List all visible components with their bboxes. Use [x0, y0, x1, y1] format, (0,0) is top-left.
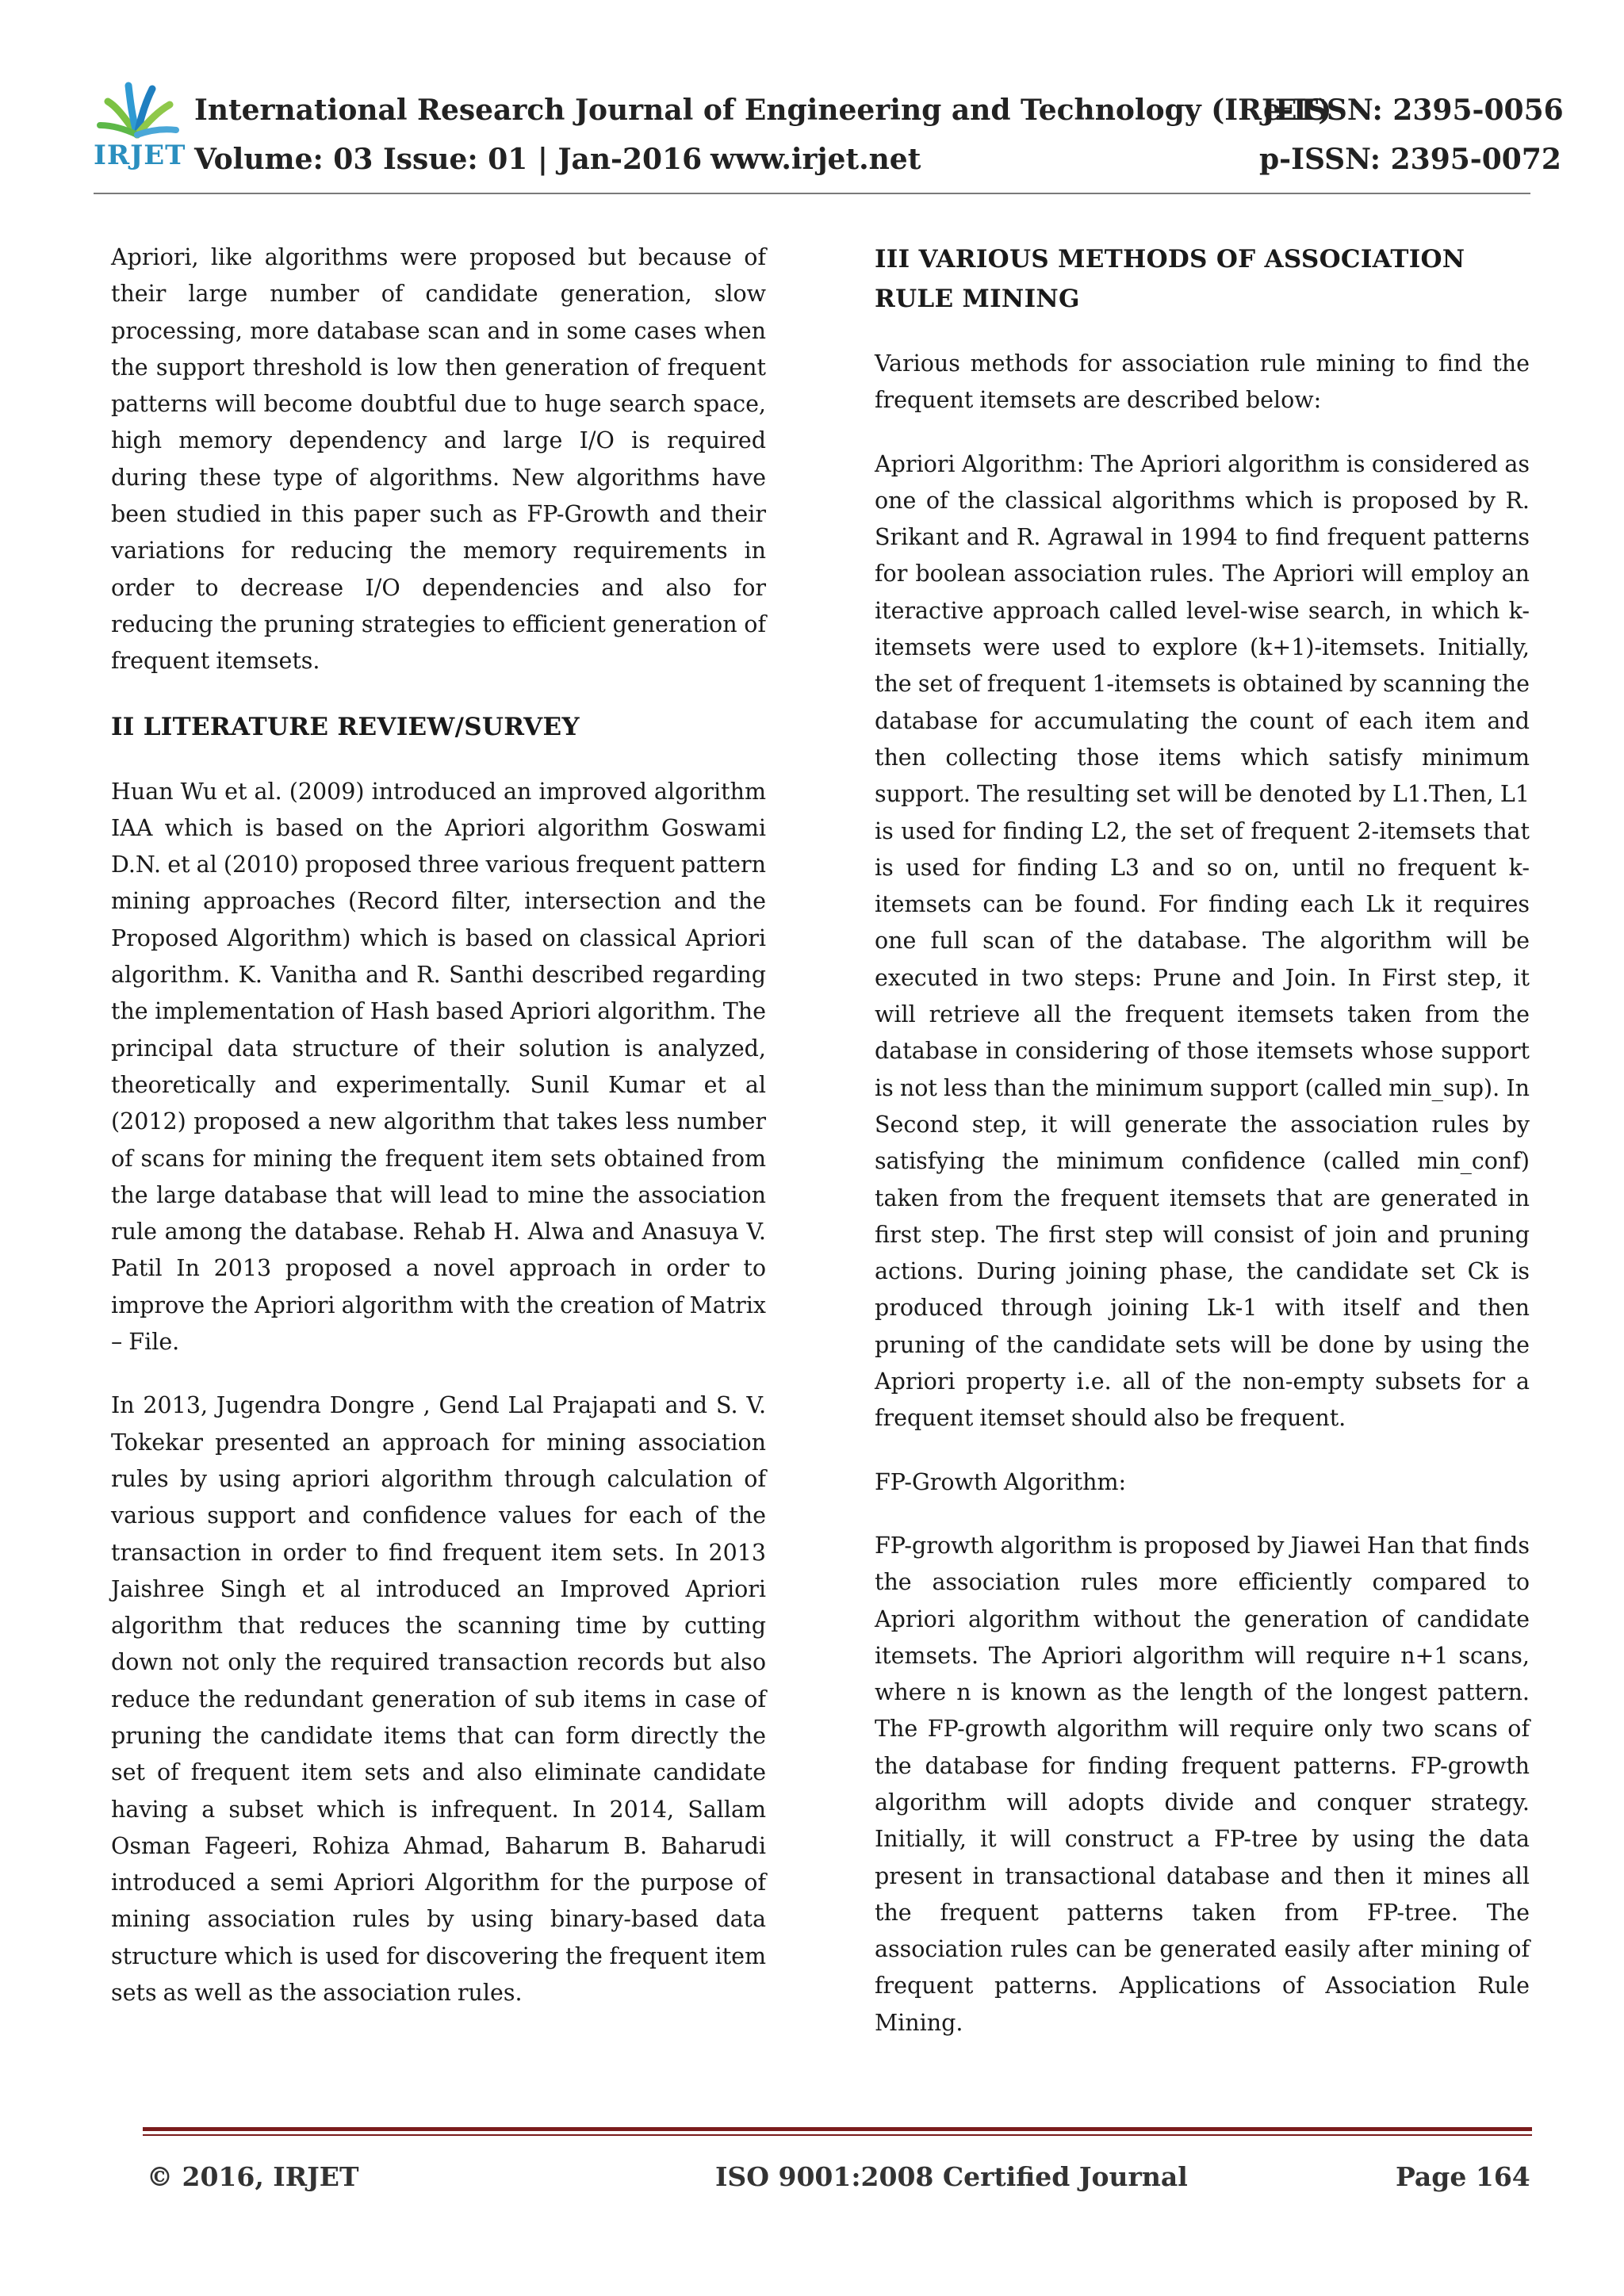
footer-page-number: Page 164 [1396, 2161, 1530, 2192]
fp-growth-subheading: FP-Growth Algorithm: [875, 1468, 1127, 1495]
section-heading-methods: III VARIOUS METHODS OF ASSOCIATION RULE MINING [875, 245, 1465, 313]
literature-paragraph-2: In 2013, Jugendra Dongre , Gend Lal Prajapati and S. V. Tokekar presented an approach for mining association rules by using apriori algorithm through calculation of various support and confidence values for each of the transaction in order to find frequent item sets. In 2013 Jaishree Singh et al introduced an Improved Apriori algorithm that reduces the scanning time by cutting down not only the required transaction records but also reduce the redundant generation of sub items in case of pruning the candidate items that can form directly the set of frequent item sets and also eliminate candidate having a subset which is infrequent. In 2014, Sallam Osman Fageeri, Rohiza Ahmad, Baharum B. Baharudi introduced a semi Apriori Algorithm for the purpose of mining association rules by using binary-based data structure which is used for discovering the frequent item sets as well as the association rules. [111, 1392, 766, 2007]
journal-title: International Research Journal of Engineering and Technology (IRJET) [194, 94, 1332, 127]
footer-divider-thick [143, 2127, 1532, 2131]
header-divider [94, 193, 1530, 194]
website-link[interactable]: www.irjet.net [710, 143, 921, 176]
footer-divider-thin [143, 2134, 1532, 2136]
intro-paragraph: Apriori, like algorithms were proposed but because of their large number of candidate generation, slow processing, more database scan and in some cases when the support threshold is low then generation of frequent patterns will become doubtful due to huge search space, high memory dependency and large I/O is required during these type of algorithms. New algorithms have been studied in this paper such as FP-Growth and their variations for reducing the memory requirements in order to decrease I/O dependencies and also for reducing the pruning strategies to efficient generation of frequent itemsets. [111, 244, 766, 675]
page-header [0, 0, 1624, 198]
footer-iso: ISO 9001:2008 Certified Journal [715, 2161, 1188, 2192]
section-heading-literature-review: II LITERATURE REVIEW/SURVEY [111, 712, 580, 741]
p-issn: p-ISSN: 2395-0072 [1259, 143, 1561, 176]
right-column [875, 239, 1530, 2068]
literature-paragraph-1: Huan Wu et al. (2009) introduced an improved algorithm IAA which is based on the Apriori algorithm Goswami D.N. et al (2010) proposed three various frequent pattern mining approaches (Record filter, intersection and the Proposed Algorithm) which is based on classical Apriori algorithm. K. Vanitha and R. Santhi described regarding the implementation of Hash based Apriori algorithm. The principal data structure of their solution is analyzed, theoretically and experimentally. Sunil Kumar et al (2012) proposed a new algorithm that takes less number of scans for mining the frequent item sets obtained from the large database that will lead to mine the association rule among the database. Rehab H. Alwa and Anasuya V. Patil In 2013 proposed a novel approach in order to improve the Apriori algorithm with the creation of Matrix – File. [111, 778, 766, 1356]
volume-issue: Volume: 03 Issue: 01 | Jan-2016 [194, 143, 703, 176]
e-issn: e-ISSN: 2395-0056 [1263, 94, 1564, 127]
apriori-paragraph: Apriori Algorithm: The Apriori algorithm is considered as one of the classical algorithms which is proposed by R. Srikant and R. Agrawal in 1994 to find frequent patterns for boolean association rules. The Apriori will employ an iteractive approach called level-wise search, in which k-itemsets were used to explore (k+1)-itemsets. Initially, the set of frequent 1-itemsets is obtained by scanning the database for accumulating the count of each item and then collecting those items which satisfy minimum support. The resulting set will be denoted by L1.Then, L1 is used for finding L2, the set of frequent 2-itemsets that is used for finding L3 and so on, until no frequent k-itemsets can be found. For finding each Lk it requires one full scan of the database. The algorithm will be executed in two steps: Prune and Join. In First step, it will retrieve all the frequent itemsets taken from the database in considering of those itemsets whose support is not less than the minimum support (called min_sup). In Second step, it will generate the association rules by satisfying the minimum confidence (called min_conf) taken from the frequent itemsets that are generated in first step. The first step will consist of join and pruning actions. During joining phase, the candidate set Ck is produced through joining Lk-1 with itself and then pruning of the candidate sets will be done by using the Apriori property i.e. all of the non-empty subsets for a frequent itemset should also be frequent. [875, 450, 1530, 1432]
logo-text: IRJET [94, 140, 186, 171]
methods-intro-paragraph: Various methods for association rule mining to find the frequent itemsets are described below: [875, 350, 1530, 414]
left-column [111, 239, 766, 2038]
footer-copyright: © 2016, IRJET [147, 2161, 359, 2192]
fp-growth-paragraph: FP-growth algorithm is proposed by Jiawei Han that finds the association rules more efficiently compared to Apriori algorithm without the generation of candidate itemsets. The Apriori algorithm will require n+1 scans, where n is known as the length of the longest pattern. The FP-growth algorithm will require only two scans of the database for finding frequent patterns. FP-growth algorithm will adopts divide and conquer strategy. Initially, it will construct a FP-tree by using the data present in transactional database and then it mines all the frequent patterns taken from FP-tree. The association rules can be generated easily after mining of frequent patterns. Applications of Association Rule Mining. [875, 1532, 1530, 2036]
